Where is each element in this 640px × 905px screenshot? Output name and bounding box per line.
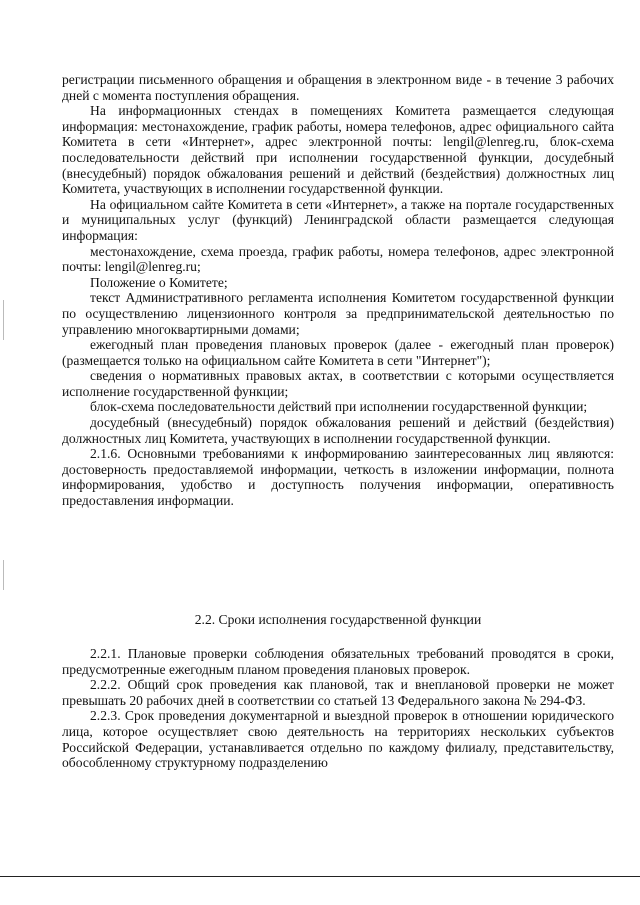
paragraph: текст Административного регламента исполнения Комитетом государственной функции по осуществлению лицензионного контроля за предпринимательской деятельностью по управлению многоквартирными домами; xyxy=(62,290,614,337)
paragraph: досудебный (внесудебный) порядок обжалования решений и действий (бездействия) должностных лиц Комитета, участвующих в исполнении государственной функции. xyxy=(62,415,614,446)
paragraph: На официальном сайте Комитета в сети «Интернет», а также на портале государственных и муниципальных услуг (функций) Ленинградской области размещается следующая информация: xyxy=(62,196,614,243)
page-bottom-rule xyxy=(0,876,640,877)
body-text-bottom xyxy=(62,646,614,771)
scan-edge-mark xyxy=(3,560,4,590)
paragraph: На информационных стендах в помещениях Комитета размещается следующая информация: местонахождение, график работы, номера телефонов, адрес официального сайта Комитета в сети «Интернет», адрес электронной почты: lengil@lenreg.ru, блок-схема последовательности действий при исполнении государственной функции, досудебный (внесудебный) порядок обжалования решений и действий (бездействия) должностных лиц Комитета, участвующих в исполнении государственной функции. xyxy=(62,103,614,197)
paragraph: местонахождение, схема проезда, график работы, номера телефонов, адрес электронной почты: lengil@lenreg.ru; xyxy=(62,243,614,275)
paragraph: 2.2.2. Общий срок проведения как плановой, так и внеплановой проверки не может превышать 20 рабочих дней в соответствии со статьей 13 Федерального закона № 294-ФЗ. xyxy=(62,677,614,708)
paragraph: 2.2.3. Срок проведения документарной и выездной проверок в отношении юридического лица, которое осуществляет свою деятельность на территориях нескольких субъектов Российской Федерации, устанавливается отдельно по каждому филиалу, представительству, обособленному структурному подразделению xyxy=(62,708,614,771)
paragraph: Положение о Комитете; xyxy=(90,274,228,290)
paragraph: сведения о нормативных правовых актах, в соответствии с которыми осуществляется исполнение государственной функции; xyxy=(62,368,614,399)
paragraph: регистрации письменного обращения и обращения в электронном виде - в течение 3 рабочих дней с момента поступления обращения. xyxy=(62,72,614,103)
paragraph: 2.1.6. Основными требованиями к информированию заинтересованных лиц являются: достоверность предоставляемой информации, четкость в изложении информации, полнота информирования, удобство и доступность получения информации, оперативность предоставления информации. xyxy=(62,446,614,509)
paragraph: блок-схема последовательности действий при исполнении государственной функции; xyxy=(90,399,588,415)
paragraph: ежегодный план проведения плановых проверок (далее - ежегодный план проверок) (размещается только на официальном сайте Комитета в сети "Интернет"); xyxy=(62,337,614,368)
paragraph: 2.2.1. Плановые проверки соблюдения обязательных требований проводятся в сроки, предусмотренные ежегодным планом проведения плановых проверок. xyxy=(62,646,614,677)
section-heading: 2.2. Сроки исполнения государственной функции xyxy=(194,612,482,627)
body-text-top xyxy=(62,72,614,509)
scan-edge-mark xyxy=(3,300,4,340)
